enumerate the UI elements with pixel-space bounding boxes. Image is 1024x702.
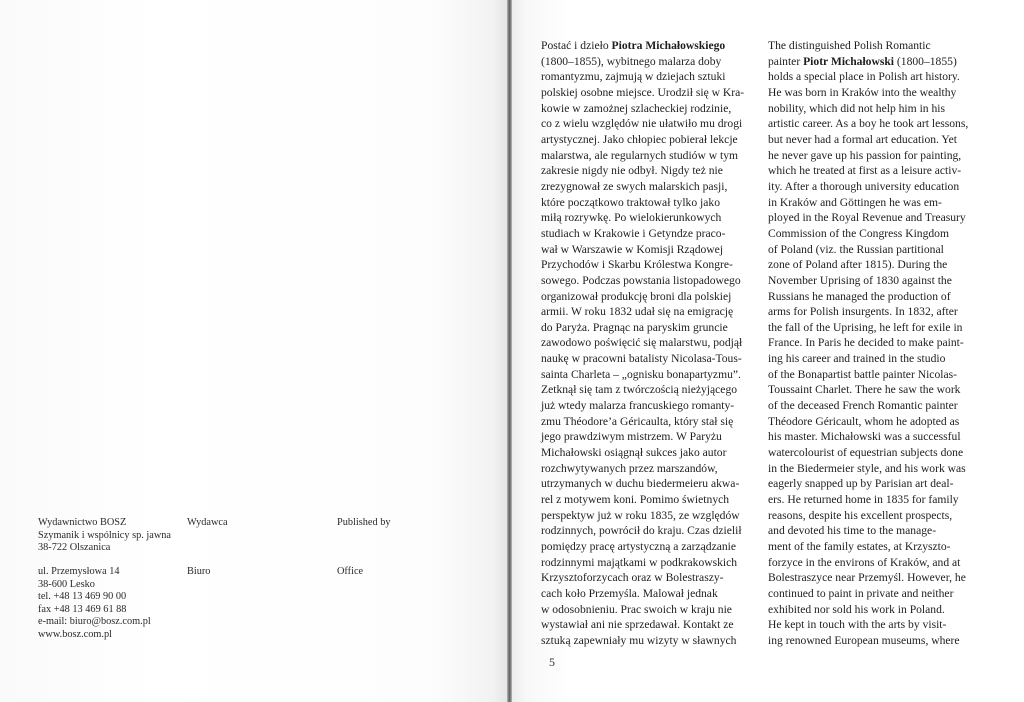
- polish-text-line: romantyzmu, zajmują w dziejach sztuki: [541, 70, 726, 84]
- publisher-line: 38-722 Olszanica: [38, 542, 111, 554]
- english-text-line: the fall of the Uprising, he left for exile in: [768, 320, 963, 334]
- english-text-line: but never had a formal art education. Yet: [768, 132, 957, 146]
- english-text-line: arms for Polish insurgents. In 1832, after: [768, 305, 958, 319]
- polish-text-line: zakresie nigdy nie odbył. Nigdy też nie: [541, 164, 723, 178]
- polish-text-line: perspektyw już w roku 1835, ze względów: [541, 508, 740, 522]
- polish-text-line: sainta Charleta – „ognisku bonapartyzmu”.: [541, 367, 741, 381]
- english-text-line: Bolestraszyce near Przemyśl. However, he: [768, 571, 966, 585]
- office-line: tel. +48 13 469 90 00: [38, 591, 127, 603]
- polish-text-line: zrezygnował ze swych malarskich pasji,: [541, 179, 728, 193]
- office-line: 38-600 Lesko: [38, 578, 95, 590]
- english-text-line: watercolourist of equestrian subjects done: [768, 446, 964, 460]
- english-text-line: ployed in the Royal Revenue and Treasury: [768, 211, 966, 225]
- english-text-line: of Poland (viz. the Russian partitional: [768, 242, 944, 256]
- polish-text-line: wystawiał ani nie sprzedawał. Kontakt ze: [541, 618, 734, 632]
- polish-text-line: sowego. Podczas powstania listopadowego: [541, 273, 741, 287]
- office-email: e-mail: biuro@bosz.com.pl: [38, 616, 151, 628]
- polish-text-line: rodzinnych, powrócił do kraju. Czas dzielił: [541, 524, 742, 538]
- polish-text-body: [541, 54, 759, 649]
- english-text-line: his master. Michałowski was a successful: [768, 430, 961, 444]
- office-address: [38, 566, 151, 642]
- artist-name-pl: Piotra Michałowskiego: [611, 39, 726, 52]
- polish-intro: Postać i dzieło: [541, 39, 612, 52]
- polish-text-line: zawodowo poświęcić się malarstwu, podjął: [541, 336, 743, 350]
- label-biuro: Biuro: [187, 566, 211, 577]
- office-website: www.bosz.com.pl: [38, 628, 112, 640]
- polish-text-line: do Paryża. Pragnąc na paryskim gruncie: [541, 320, 728, 334]
- polish-text-line: które początkowo traktował tylko jako: [541, 195, 721, 209]
- label-office: Office: [337, 566, 364, 577]
- polish-text-line: armii. W roku 1832 udał się na emigrację: [541, 305, 734, 319]
- english-intro: painter: [768, 54, 804, 68]
- english-text-body: [768, 69, 988, 648]
- polish-text-line: co z wielu względów nie ułatwiło mu drogi: [541, 117, 743, 131]
- polish-text-line: cach koło Przemyśla. Malował jednak: [541, 586, 718, 600]
- english-text-line: he never gave up his passion for painting,: [768, 148, 962, 162]
- english-text-line: ment of the family estates, at Krzyszto-: [768, 540, 951, 553]
- polish-text-line: wał w Warszawie w Komisji Rządowej: [541, 242, 724, 256]
- english-text-line: France. In Paris he decided to make paint-: [768, 336, 964, 350]
- english-text-line: He kept in touch with the arts by visit-: [768, 618, 947, 632]
- polish-text-line: studiach w Krakowie i Getyndze praco-: [541, 226, 726, 240]
- polish-text-line: miłą rozrywkę. Po wielokierunkowych: [541, 211, 722, 225]
- english-text-line: [768, 54, 988, 70]
- english-text-line: eagerly snapped up by Parisian art deal-: [768, 477, 954, 491]
- english-text-line: in the Biedermeier style, and his work was: [768, 461, 966, 475]
- office-line: fax +48 13 469 61 88: [38, 603, 127, 615]
- english-text-line: reasons, despite his excellent prospects,: [768, 508, 953, 522]
- office-line: ul. Przemysłowa 14: [38, 566, 120, 577]
- polish-text-line: organizował produkcję broni dla polskiej: [541, 289, 732, 303]
- english-text-column: [768, 38, 988, 649]
- artist-dates-en: (1800–1855): [894, 54, 957, 68]
- english-text-line: ity. After a thorough university education: [768, 179, 960, 193]
- english-text-line: November Uprising of 1830 against the: [768, 273, 952, 287]
- label-published-by: Published by: [337, 517, 391, 528]
- polish-text-line: rel z motywem koni. Pomimo świetnych: [541, 493, 730, 507]
- book-gutter: [507, 0, 512, 702]
- english-text-line: which he treated at first as a leisure activ-: [768, 164, 962, 178]
- english-text-line: zone of Poland after 1815). During the: [768, 258, 948, 272]
- publisher-line: Wydawnictwo BOSZ: [38, 517, 127, 528]
- polish-text-line: sztuką zapewniały mu wizyty w sławnych: [541, 633, 737, 647]
- english-text-line: Russians he managed the production of: [768, 289, 951, 303]
- polish-text-line: naukę w pracowni batalisty Nicolasa-Tous-: [541, 352, 742, 366]
- english-text-line: artistic career. As a boy he took art lessons,: [768, 117, 969, 131]
- polish-text-line: w odosobnieniu. Prac swoich w kraju nie: [541, 602, 732, 616]
- english-text-line: Commission of the Congress Kingdom: [768, 226, 949, 240]
- polish-text-line: kowie w zamożnej szlacheckiej rodzinie,: [541, 101, 732, 115]
- label-wydawca: Wydawca: [187, 517, 228, 528]
- polish-text-line: zmu Théodore’a Géricaulta, który stał się: [541, 414, 734, 428]
- polish-text-line: malarstwa, ale regularnych studiów w tym: [541, 148, 739, 162]
- english-text-line: The distinguished Polish Romantic: [768, 39, 931, 52]
- polish-text-line: rodzinnymi majątkami w podkrakowskich: [541, 555, 738, 569]
- polish-text-line: Krzysztoforzycach oraz w Bolestraszy-: [541, 571, 724, 585]
- english-text-line: Théodore Géricault, whom he adopted as: [768, 414, 960, 428]
- english-text-line: ing his career and trained in the studio: [768, 352, 946, 366]
- polish-text-line: [541, 38, 759, 54]
- polish-text-line: Przychodów i Skarbu Królestwa Kongre-: [541, 258, 733, 272]
- english-text-line: ers. He returned home in 1835 for family: [768, 493, 959, 507]
- english-text-line: nobility, which did not help him in his: [768, 101, 946, 115]
- english-text-line: He was born in Kraków into the wealthy: [768, 85, 957, 99]
- polish-text-line: artystycznej. Jako chłopiec pobierał lekcje: [541, 132, 738, 146]
- page-number: 5: [549, 655, 555, 669]
- artist-name-en: Piotr Michałowski: [803, 54, 895, 68]
- polish-text-line: już wtedy malarza francuskiego romanty-: [541, 399, 735, 413]
- english-text-line: and devoted his time to the manage-: [768, 524, 937, 538]
- english-text-line: of the Bonapartist battle painter Nicolas-: [768, 367, 957, 381]
- english-text-line: of the deceased French Romantic painter: [768, 399, 958, 413]
- polish-text-line: utrzymanych w duchu biedermeieru akwa-: [541, 477, 740, 491]
- polish-text-line: Michałowski osiągnął sukces jako autor: [541, 446, 727, 460]
- english-text-line: exhibited nor sold his work in Poland.: [768, 602, 945, 616]
- publisher-address: [38, 517, 171, 555]
- publisher-line: Szymanik i wspólnicy sp. jawna: [38, 529, 171, 541]
- polish-text-line: pomiędzy pracę artystyczną a zarządzanie: [541, 540, 737, 553]
- polish-text-column: [541, 38, 759, 649]
- polish-text-line: (1800–1855), wybitnego malarza doby: [541, 54, 722, 68]
- english-text-line: continued to paint in private and neither: [768, 586, 954, 600]
- english-text-line: in Kraków and Göttingen he was em-: [768, 195, 942, 209]
- english-text-line: holds a special place in Polish art history.: [768, 70, 960, 84]
- english-text-line: forzyce in the environs of Kraków, and at: [768, 555, 961, 569]
- polish-text-line: Zetknął się tam z twórczością nieżyjącego: [541, 383, 738, 397]
- polish-text-line: jego prawdziwym mistrzem. W Paryżu: [541, 430, 722, 444]
- polish-text-line: polskiej osobne miejsce. Urodził się w Kra-: [541, 85, 745, 99]
- polish-text-line: rozchwytywanych przez marszandów,: [541, 461, 718, 475]
- english-text-line: Toussaint Charlet. There he saw the work: [768, 383, 961, 397]
- english-text-line: ing renowned European museums, where: [768, 633, 960, 647]
